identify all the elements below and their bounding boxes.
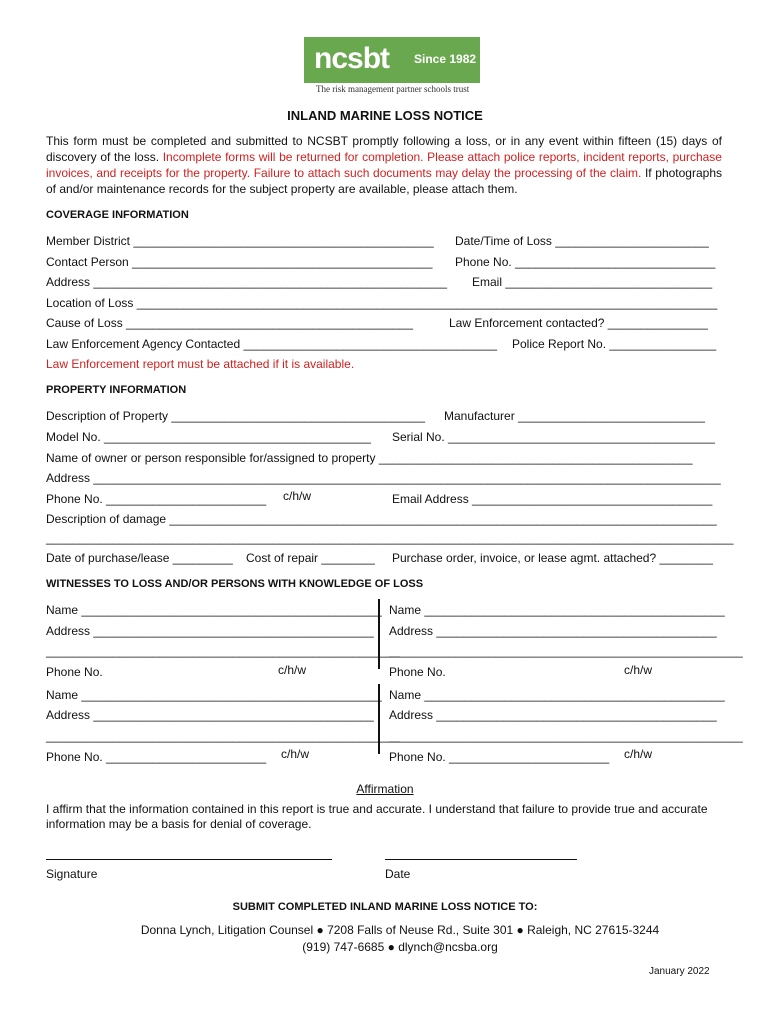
submit-heading: SUBMIT COMPLETED INLAND MARINE LOSS NOTICE TO: [232, 901, 538, 913]
witness1-name-field[interactable]: Name _____________________________________________ [46, 603, 382, 617]
witness4-chw-label: c/h/w [624, 747, 653, 761]
revision-date: January 2022 [649, 966, 710, 977]
witness2-phone-label[interactable]: Phone No. [389, 665, 446, 679]
date-line[interactable] [385, 859, 577, 860]
witness3-address-field[interactable]: Address __________________________________________ [46, 708, 374, 722]
property-phone-field[interactable]: Phone No. ________________________ [46, 492, 267, 506]
witness4-address-line2[interactable]: _____________________________________________________ [389, 729, 743, 743]
logo-since: Since 1982 [414, 52, 477, 66]
property-heading: PROPERTY INFORMATION [46, 384, 187, 396]
member-district-field[interactable]: Member District _____________________________________________ [46, 234, 434, 248]
address-field[interactable]: Address _____________________________________________________ [46, 275, 448, 289]
manufacturer-field[interactable]: Manufacturer ____________________________ [444, 409, 705, 423]
witness3-address-line2[interactable]: _____________________________________________________ [46, 729, 400, 743]
witness3-chw-label: c/h/w [281, 747, 310, 761]
witness1-address-field[interactable]: Address __________________________________________ [46, 624, 374, 638]
le-contacted-field[interactable]: Law Enforcement contacted? _______________ [449, 316, 708, 330]
intro-text: This form must be completed and submitted to NCSBT promptly following a loss, or in any event within fifteen (15) days of discovery of the loss. [46, 134, 722, 164]
witness1-chw-label: c/h/w [278, 663, 307, 677]
submit-contact-line: (919) 747-6685 ● dlynch@ncsba.org [302, 940, 498, 954]
date-time-of-loss-field[interactable]: Date/Time of Loss _______________________ [455, 234, 709, 248]
serial-no-field[interactable]: Serial No. ________________________________________ [392, 430, 715, 444]
signature-label: Signature [46, 867, 98, 881]
intro-paragraph [46, 133, 722, 197]
police-report-field[interactable]: Police Report No. ________________ [512, 337, 717, 351]
signature-line[interactable] [46, 859, 332, 860]
witness3-phone-field[interactable]: Phone No. ________________________ [46, 750, 267, 764]
property-email-field[interactable]: Email Address ____________________________________ [392, 492, 713, 506]
damage-description-line2[interactable]: _______________________________________________________________________________________________________ [46, 531, 734, 545]
submit-address-line: Donna Lynch, Litigation Counsel ● 7208 Falls of Neuse Rd., Suite 301 ● Raleigh, NC 27615-3244 [140, 923, 660, 937]
witness2-address-line2[interactable]: _____________________________________________________ [389, 644, 743, 658]
repair-cost-field[interactable]: Cost of repair ________ [246, 551, 375, 565]
witness4-name-field[interactable]: Name _____________________________________________ [389, 688, 725, 702]
phone-field[interactable]: Phone No. ______________________________ [455, 255, 716, 269]
damage-description-field[interactable]: Description of damage __________________________________________________________________________________ [46, 512, 717, 526]
le-report-note: Law Enforcement report must be attached if it is available. [46, 357, 355, 371]
contact-person-field[interactable]: Contact Person _____________________________________________ [46, 255, 433, 269]
logo-tagline: The risk management partner schools trust [316, 84, 470, 94]
purchase-date-field[interactable]: Date of purchase/lease _________ [46, 551, 233, 565]
le-agency-field[interactable]: Law Enforcement Agency Contacted ______________________________________ [46, 337, 498, 351]
property-description-field[interactable]: Description of Property ______________________________________ [46, 409, 425, 423]
purchase-order-field[interactable]: Purchase order, invoice, or lease agmt. attached? ________ [392, 551, 713, 565]
witness3-name-field[interactable]: Name _____________________________________________ [46, 688, 382, 702]
witness2-address-field[interactable]: Address __________________________________________ [389, 624, 717, 638]
model-no-field[interactable]: Model No. ________________________________________ [46, 430, 371, 444]
coverage-heading: COVERAGE INFORMATION [46, 209, 189, 221]
affirmation-text: I affirm that the information contained in this report is true and accurate. I understand that failure to provide true and accurate information may be a basis for denial of coverage. [46, 802, 708, 831]
logo-text: ncsbt [314, 42, 390, 75]
form-title: INLAND MARINE LOSS NOTICE [287, 108, 483, 123]
witness2-name-field[interactable]: Name _____________________________________________ [389, 603, 725, 617]
ncsbt-logo [304, 37, 480, 83]
property-address-field[interactable]: Address ______________________________________________________________________________________________ [46, 471, 721, 485]
witness4-address-field[interactable]: Address __________________________________________ [389, 708, 717, 722]
intro-text-end: If photographs of and/or maintenance records for the subject property are available, please attach them. [46, 166, 723, 196]
witness1-address-line2[interactable]: _____________________________________________________ [46, 644, 400, 658]
affirmation-heading: Affirmation [356, 782, 414, 796]
witness1-phone-label[interactable]: Phone No. [46, 665, 103, 679]
email-field[interactable]: Email _______________________________ [472, 275, 713, 289]
date-label: Date [385, 867, 411, 881]
location-of-loss-field[interactable]: Location of Loss _______________________________________________________________________________________ [46, 296, 718, 310]
witnesses-heading: WITNESSES TO LOSS AND/OR PERSONS WITH KNOWLEDGE OF LOSS [46, 578, 424, 590]
witness2-chw-label: c/h/w [624, 663, 653, 677]
cause-of-loss-field[interactable]: Cause of Loss ___________________________________________ [46, 316, 414, 330]
witness4-phone-field[interactable]: Phone No. ________________________ [389, 750, 610, 764]
property-chw-label: c/h/w [283, 489, 312, 503]
owner-field[interactable]: Name of owner or person responsible for/assigned to property _______________________________________________ [46, 451, 693, 465]
intro-warning: Incomplete forms will be returned for completion. Please attach police reports, incident reports, purchase invoices, and receipts for the property. Failure to attach such documents may delay the processing of the claim. [46, 150, 722, 180]
